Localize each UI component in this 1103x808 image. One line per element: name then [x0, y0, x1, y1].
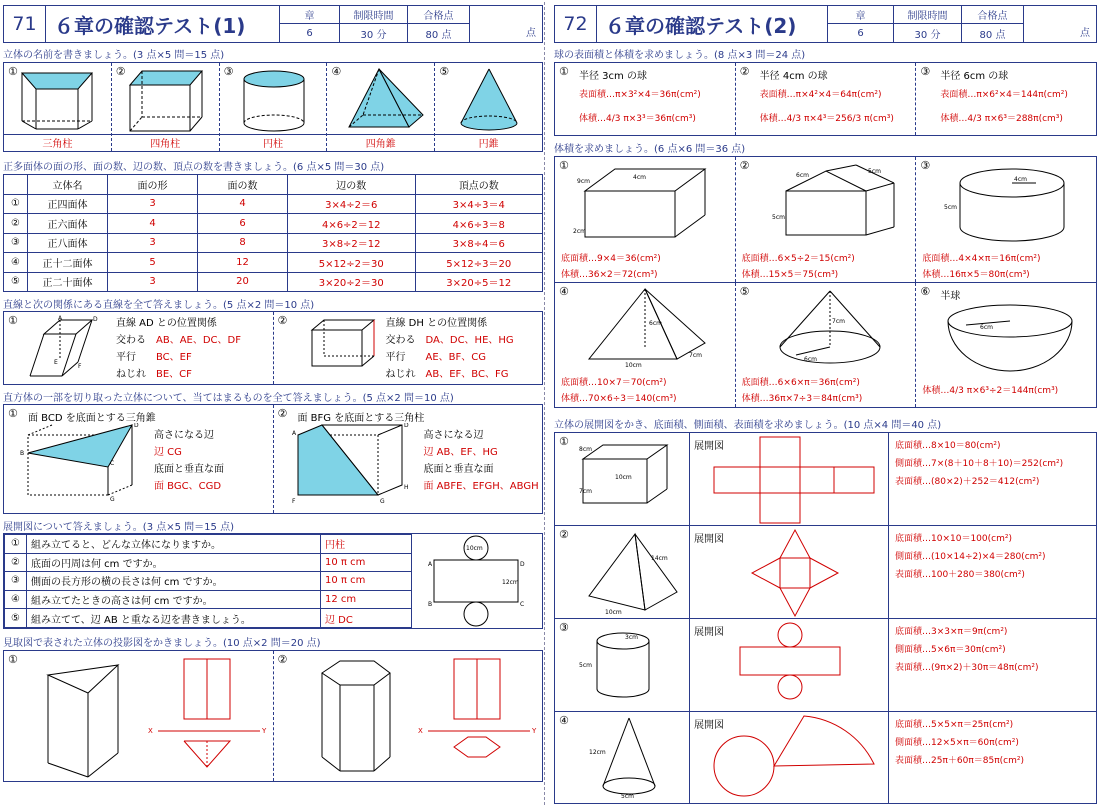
solid-cell — [112, 63, 220, 151]
projection-q1: ① X Y — [4, 651, 274, 781]
cylinder-figure — [575, 623, 685, 709]
q-mark: ② — [115, 65, 126, 78]
svg-text:6cm: 6cm — [980, 324, 994, 331]
solid-cell — [220, 63, 328, 151]
section-title: 見取図で表された立体の投影図をかきましょう。(10 点×2 問＝20 点) — [3, 638, 321, 649]
svg-text:H: H — [403, 484, 409, 491]
projection-box — [3, 650, 543, 782]
q-mark: ③ — [223, 65, 234, 78]
triangular-prism-figure — [4, 63, 110, 135]
solid-cell — [4, 63, 112, 151]
page-title: ６章の確認テスト(1) — [46, 6, 280, 42]
relation-head: 直線 AD との位置関係 — [116, 318, 217, 329]
table-row: ① 組み立てると、どんな立体になりますか。 円柱 — [5, 535, 412, 554]
svg-text:A: A — [58, 315, 63, 322]
cone-net — [694, 714, 884, 802]
svg-text:12cm: 12cm — [502, 579, 519, 586]
cut-solid-box — [3, 404, 543, 514]
svg-text:9cm: 9cm — [577, 178, 590, 185]
left-page — [0, 2, 545, 805]
cuboid-figure — [575, 439, 685, 519]
svg-text:5cm: 5cm — [621, 793, 634, 800]
svg-text:C: C — [520, 601, 525, 608]
svg-text:5cm: 5cm — [867, 168, 881, 175]
table-row: ④ 組み立てたときの高さは何 cm ですか。 12 cm — [5, 590, 412, 609]
q-mark: ④ — [331, 65, 342, 78]
page-number: 71 — [4, 6, 46, 42]
answer-text: 円柱 — [220, 134, 327, 150]
svg-text:7cm: 7cm — [689, 352, 702, 359]
hdr-chapter-value: 6 — [306, 27, 313, 39]
svg-text:D: D — [93, 316, 98, 323]
cylinder-figure — [926, 161, 1086, 245]
right-page — [551, 2, 1101, 805]
svg-text:10cm: 10cm — [615, 474, 632, 481]
pyramid-cut-figure — [18, 423, 148, 511]
cylinder-net — [694, 621, 884, 711]
svg-text:5cm: 5cm — [944, 204, 958, 211]
table-row: ③ 側面の長方形の横の長さは何 cm ですか。 10 π cm — [5, 572, 412, 591]
table-row: ⑤ 正二十面体 3 20 3×20÷2＝30 3×20÷5＝12 — [4, 272, 543, 292]
svg-text:G: G — [379, 498, 385, 505]
table-row: ④ 正十二面体 5 12 5×12÷2＝30 5×12÷3＝20 — [4, 253, 543, 273]
section-title: 球の表面積と体積を求めましょう。(8 点×3 問＝24 点) — [554, 50, 806, 61]
answer-text: 三角柱 — [4, 134, 111, 150]
table-row: ② 底面の円周は何 cm ですか。 10 π cm — [5, 553, 412, 572]
col-header: 立体名 — [28, 175, 108, 195]
left-header — [3, 5, 543, 43]
cut-head: 面 BFG を底面とする三角柱 — [297, 413, 425, 424]
col-header: 辺の数 — [288, 175, 416, 195]
right-header: 72 ６章の確認テスト(2) 章 6 制限時間 30 分 合格点 80 点 点 — [554, 5, 1097, 43]
svg-text:X: X — [148, 727, 153, 735]
section-title: 正多面体の面の形、面の数、辺の数、頂点の数を書きましょう。(6 点×5 問＝30 点) — [3, 162, 385, 173]
svg-text:4cm: 4cm — [633, 174, 646, 181]
cylinder-figure — [220, 63, 326, 135]
section-title: 展開図について答えましょう。(3 点×5 問＝15 点) — [3, 522, 234, 533]
net-row: ④ 12cm 5cm 展開図 底面積…5×5×π＝25π(cm²) 側面積…12×5×π＝60π(cm²) 表面積…25π＋60π＝85π(cm²) — [555, 712, 1096, 803]
volume-item: ③ 4cm 5cm 底面積…4×4×π＝16π(cm²) 体積…16π×5＝80π(cm³) — [916, 157, 1096, 282]
line-relation-q2: ② 直線 DH との位置関係 交わる DA、DC、HE、HG 平行 AE、BF、CG ねじれ AB、EF、BC、FG — [274, 312, 543, 384]
volume-item: ① 4cm 9cm 2cm 底面積…9×4＝36(cm²) 体積…36×2＝72(cm³) — [555, 157, 736, 282]
pyramid-net — [694, 528, 884, 618]
svg-text:A: A — [428, 561, 433, 568]
pyramid-figure — [575, 530, 685, 616]
svg-text:B: B — [20, 450, 25, 457]
hdr-pass-label: 合格点 — [408, 6, 469, 24]
sphere-box — [554, 62, 1097, 136]
svg-text:E: E — [54, 359, 58, 366]
cuboid-net — [694, 435, 884, 525]
table-row: ⑤ 組み立てて、辺 AB と重なる辺を書きましょう。 辺 DC — [5, 609, 412, 628]
col-header: 面の数 — [198, 175, 288, 195]
answer-text: 四角錐 — [327, 134, 434, 150]
line-relation-q1: ① A D E F 直線 AD との位置関係 交わる AB、AE、DC、DF 平行 BC、EF ねじれ BE、CF — [4, 312, 274, 384]
page-title: ６章の確認テスト(2) — [597, 6, 828, 42]
svg-text:6cm: 6cm — [649, 320, 662, 327]
svg-text:6cm: 6cm — [795, 172, 809, 179]
triangular-prism-figure — [746, 161, 906, 245]
cut-solid-q1: ① 面 BCD を底面とする三角錐 B D C G 高さになる辺 辺 CG 底面と垂直な面 面 BGC、CGD — [4, 405, 274, 513]
q-mark: ⑤ — [439, 65, 450, 78]
net-area-box — [554, 432, 1097, 804]
svg-text:10cm: 10cm — [605, 609, 622, 616]
svg-text:Y: Y — [262, 727, 267, 735]
section-title: 直方体の一部を切り取った立体について、当てはまるものを全て答えましょう。(5 点×2 問＝10 点) — [3, 393, 454, 404]
cuboid-figure — [290, 314, 390, 384]
svg-text:5cm: 5cm — [771, 214, 785, 221]
svg-text:D: D — [134, 423, 139, 429]
net-row: ② 14cm 10cm 展開図 底面積…10×10＝100(cm²) 側面積…(10×14÷2)×4＝280(cm²) 表面積…100＋280＝380(cm²) — [555, 526, 1096, 619]
hdr-time-value: 30 分 — [360, 29, 387, 41]
hemisphere-figure — [926, 303, 1086, 373]
svg-text:D: D — [520, 561, 525, 568]
relation-head: 直線 DH との位置関係 — [385, 318, 488, 329]
table-row: ② 正六面体 4 6 4×6÷2＝12 4×6÷3＝8 — [4, 214, 543, 234]
svg-text:G: G — [110, 496, 115, 503]
pyramid-figure — [565, 285, 725, 371]
cuboid-figure — [565, 161, 725, 245]
hdr-pass-value: 80 点 — [425, 29, 452, 41]
svg-text:10cm: 10cm — [466, 545, 483, 552]
svg-text:X: X — [417, 727, 423, 735]
cut-head: 面 BCD を底面とする三角錐 — [28, 413, 156, 424]
cone-figure — [435, 63, 541, 135]
table-row: ① 正四面体 3 4 3×4÷2＝6 3×4÷3＝4 — [4, 194, 543, 214]
col-header: 頂点の数 — [415, 175, 543, 195]
svg-text:6cm: 6cm — [803, 356, 817, 363]
svg-text:12cm: 12cm — [589, 749, 606, 756]
projection-figure-2 — [278, 653, 538, 781]
volume-box — [554, 156, 1097, 408]
cone-figure — [746, 285, 906, 371]
svg-text:F: F — [291, 498, 295, 505]
volume-item: ⑥ 半球 6cm 体積…4/3 π×6³÷2＝144π(cm³) — [916, 283, 1096, 407]
cone-figure — [575, 714, 685, 800]
section-title: 直線と次の関係にある直線を全て答えましょう。(5 点×2 問＝10 点) — [3, 300, 315, 311]
col-header: 面の形 — [108, 175, 198, 195]
svg-text:7cm: 7cm — [831, 318, 845, 325]
svg-text:B: B — [428, 601, 433, 608]
score-box[interactable]: 点 — [1080, 28, 1090, 39]
svg-text:4cm: 4cm — [1014, 176, 1028, 183]
net-row: ① 8cm 10cm 7cm 展開図 底面積…8×10＝80(cm²) 側面積…7×(8＋10＋8＋10)＝252(cm²) 表面積…(80×2)＋252＝412(cm²) — [555, 433, 1096, 526]
net-row: ③ 3cm 5cm 展開図 底面積…3×3×π＝9π(cm²) 側面積…5×6π＝30π(cm²) 表面積…(9π×2)＋30π＝48π(cm²) — [555, 619, 1096, 712]
solid-cell — [327, 63, 435, 151]
svg-text:Y: Y — [531, 727, 536, 735]
answer-text: 四角柱 — [112, 134, 219, 150]
svg-text:10cm: 10cm — [625, 362, 642, 369]
svg-text:F: F — [78, 363, 82, 370]
cut-solid-q2: ② 面 BFG を底面とする三角柱 A D F G H 高さになる辺 辺 AB、EF、HG 底面と垂直な面 面 ABFE、EFGH、ABGH — [274, 405, 543, 513]
svg-text:C: C — [110, 460, 115, 467]
volume-item: ⑤ 7cm 6cm 底面積…6×6×π＝36π(cm²) 体積…36π×7÷3＝84π(cm³) — [736, 283, 917, 407]
q-mark: ① — [8, 65, 18, 78]
projection-figure-1 — [8, 653, 268, 781]
prism-figure — [20, 314, 120, 384]
sphere-item: ② 半径 4cm の球 表面積…π×4²×4＝64π(cm²) 体積…4/3 π×4³＝256/3 π(cm³) — [736, 63, 917, 135]
svg-text:8cm: 8cm — [579, 446, 592, 453]
table-row: ③ 正八面体 3 8 3×8÷2＝12 3×8÷4＝6 — [4, 233, 543, 253]
solid-cell — [435, 63, 542, 151]
svg-text:14cm: 14cm — [651, 555, 668, 562]
square-pyramid-figure — [327, 63, 433, 135]
svg-text:3cm: 3cm — [625, 634, 638, 641]
solid-names-box — [3, 62, 543, 152]
polyhedra-table — [3, 174, 543, 292]
net-question-box — [3, 533, 543, 629]
square-prism-figure — [112, 63, 218, 135]
projection-q2: ② X Y — [274, 651, 543, 781]
hdr-time-label: 制限時間 — [340, 6, 407, 24]
section-title: 立体の展開図をかき、底面積、側面積、表面積を求めましょう。(10 点×4 問＝40 点) — [554, 420, 942, 431]
page-number: 72 — [555, 6, 597, 42]
svg-text:2cm: 2cm — [573, 228, 586, 235]
svg-text:A: A — [291, 430, 296, 437]
prism-cut-figure — [288, 423, 418, 511]
svg-text:D: D — [403, 423, 409, 429]
line-relation-box — [3, 311, 543, 385]
answer-text: 円錐 — [435, 134, 542, 150]
svg-text:7cm: 7cm — [579, 488, 592, 495]
cylinder-net-figure — [418, 534, 538, 628]
svg-text:5cm: 5cm — [579, 662, 592, 669]
section-title: 立体の名前を書きましょう。(3 点×5 問＝15 点) — [3, 50, 225, 61]
sphere-item: ① 半径 3cm の球 表面積…π×3²×4＝36π(cm²) 体積…4/3 π×3³＝36π(cm³) — [555, 63, 736, 135]
score-box[interactable]: 点 — [526, 28, 536, 39]
volume-item: ② 6cm 5cm 5cm 底面積…6×5÷2＝15(cm²) 体積…15×5＝75(cm³) — [736, 157, 917, 282]
volume-item: ④ 6cm 10cm 7cm 底面積…10×7＝70(cm²) 体積…70×6÷3＝140(cm³) — [555, 283, 736, 407]
section-title: 体積を求めましょう。(6 点×6 問＝36 点) — [554, 144, 746, 155]
hdr-chapter-label: 章 — [280, 6, 339, 24]
sphere-item: ③ 半径 6cm の球 表面積…π×6²×4＝144π(cm²) 体積…4/3 π×6³＝288π(cm³) — [920, 65, 1068, 124]
